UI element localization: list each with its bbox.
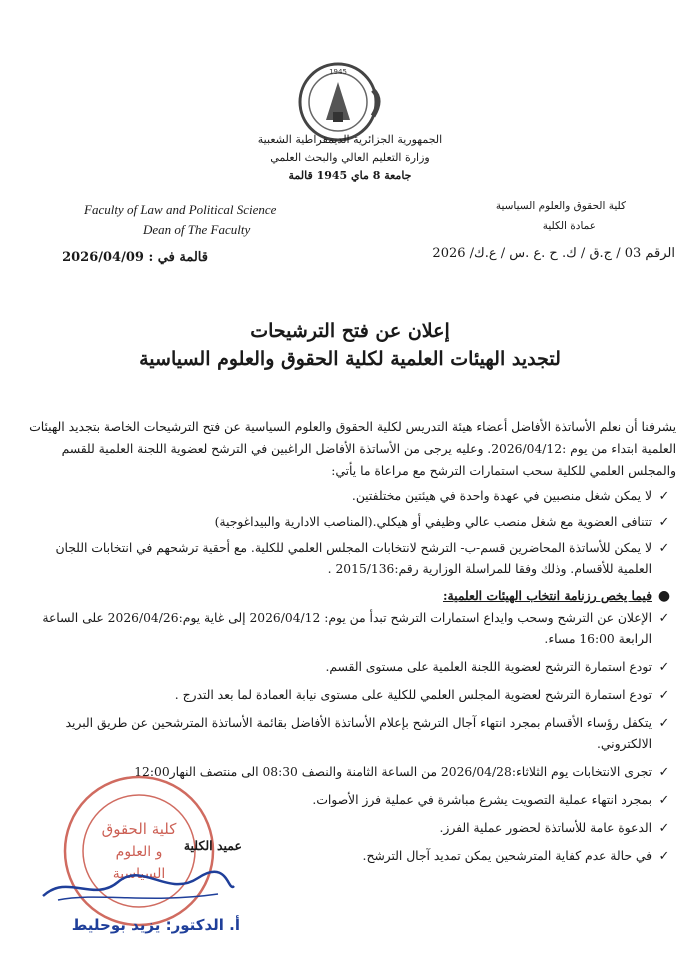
announcement-subtitle: لتجديد الهيئات العلمية لكلية الحقوق والعلوم السياسية	[139, 348, 561, 370]
signatory-title: عميد الكلية	[183, 838, 242, 853]
check-icon: ✓	[658, 821, 670, 836]
list-item: ✓ تودع استمارة الترشح لعضوية المجلس العلمي للكلية على مستوى نيابة العمادة لما بعد التدرج .	[26, 685, 676, 706]
svg-text:و العلوم: و العلوم	[115, 844, 163, 860]
list-item: ✓ يتكفل رؤساء الأقسام بمجرد انتهاء آجال الترشح بإعلام الأساتذة الأفاضل بقائمة الأساتذة المترشحين عن طريق البريد الالكتروني.	[26, 713, 676, 755]
check-icon: ✓	[658, 688, 670, 703]
list-item: ✓ في حالة عدم كفاية المترشحين يمكن تمديد آجال الترشح.	[26, 846, 676, 867]
list-item: ✓ الدعوة عامة للأساتذة لحضور عملية الفرز.	[26, 818, 676, 839]
check-icon: ✓	[658, 765, 670, 780]
check-icon: ✓	[658, 660, 670, 675]
schedule-heading-row	[26, 586, 676, 606]
bullet-icon: ●	[657, 588, 671, 604]
faculty-name-en: Faculty of Law and Political Science	[84, 202, 277, 217]
university-name: جامعة 8 ماي 1945 قالمة	[288, 169, 412, 182]
svg-text:1945: 1945	[329, 68, 347, 76]
republic-name: الجمهورية الجزائرية الديمقراطية الشعبية	[257, 133, 443, 146]
svg-text:السياسية: السياسية	[112, 866, 166, 882]
announcement-title: إعلان عن فتح الترشيحات	[250, 320, 450, 342]
check-icon: ✓	[658, 849, 670, 864]
check-icon: ✓	[658, 489, 670, 504]
check-icon: ✓	[658, 793, 670, 808]
schedule-heading: فيما يخص رزنامة انتخاب الهيئات العلمية:	[442, 588, 652, 603]
signatory-name: أ. الدكتور: يزيد بوحليط	[71, 916, 240, 934]
reference-number: الرقم 03 / ج.ق / ك. ح .ع .س / ع.ك/ 2026	[432, 246, 675, 261]
list-item: ✓ لا يمكن شغل منصبين في عهدة واحدة في هيئتين مختلفتين.	[26, 486, 676, 507]
conditions-list	[26, 486, 676, 580]
dean-en: Dean of The Faculty	[143, 222, 251, 237]
ministry-name: وزارة التعليم العالي والبحث العلمي	[270, 151, 430, 164]
handwritten-signature	[38, 868, 238, 908]
list-item: ✓ تودع استمارة الترشح لعضوية اللجنة العلمية على مستوى القسم.	[26, 657, 676, 678]
check-icon: ✓	[658, 611, 670, 626]
list-item: ✓ لا يمكن للأساتذة المحاضرين قسم-ب- الترشح لانتخابات المجلس العلمي للكلية. مع أحقية ترشحهم في انتخابات اللجان العلمية للأقسام. وذلك وفقا للمراسلة الوزارية رقم:2015/136 .	[26, 538, 676, 580]
list-item: ✓ تتنافى العضوية مع شغل منصب عالي وظيفي أو هيكلي.(المناصب الادارية والبيداغوجية)	[26, 512, 676, 533]
check-icon: ✓	[658, 716, 670, 731]
faculty-name-ar: كلية الحقوق والعلوم السياسية	[495, 200, 626, 212]
check-icon: ✓	[658, 515, 670, 530]
check-icon: ✓	[658, 541, 670, 556]
list-item: ✓ بمجرد انتهاء عملية التصويت يشرع مباشرة في عملية فرز الأصوات.	[26, 790, 676, 811]
list-item: ✓ تجرى الانتخابات يوم الثلاثاء:2026/04/28 من الساعة الثامنة والنصف 08:30 الى منتصف النهار12:00	[26, 762, 676, 783]
document-date: قالمة في : 2026/04/09	[62, 250, 208, 265]
intro-paragraph: يشرفنا أن نعلم الأساتذة الأفاضل أعضاء هيئة التدريس لكلية الحقوق والعلوم السياسية عن فتح الترشيحات الخاصة بتجديد الهيئات العلمية ابتداء من يوم :2026/04/12. وعليه يرجى من الأساتذة الأفاضل الراغبين في الترشح لعضوية اللجنة العلمية للقسم والمجلس العلمي للكلية سحب استمارات الترشح مع مراعاة ما يأتي:	[29, 420, 676, 478]
list-item: ✓ الإعلان عن الترشح وسحب وايداع استمارات الترشح تبدأ من يوم: 2026/04/12 إلى غاية يوم:2026/04/26 على الساعة الرابعة 16:00 مساء.	[26, 608, 676, 650]
svg-text:كلية الحقوق: كلية الحقوق	[101, 820, 177, 838]
dean-ar: عمادة الكلية	[542, 220, 596, 232]
